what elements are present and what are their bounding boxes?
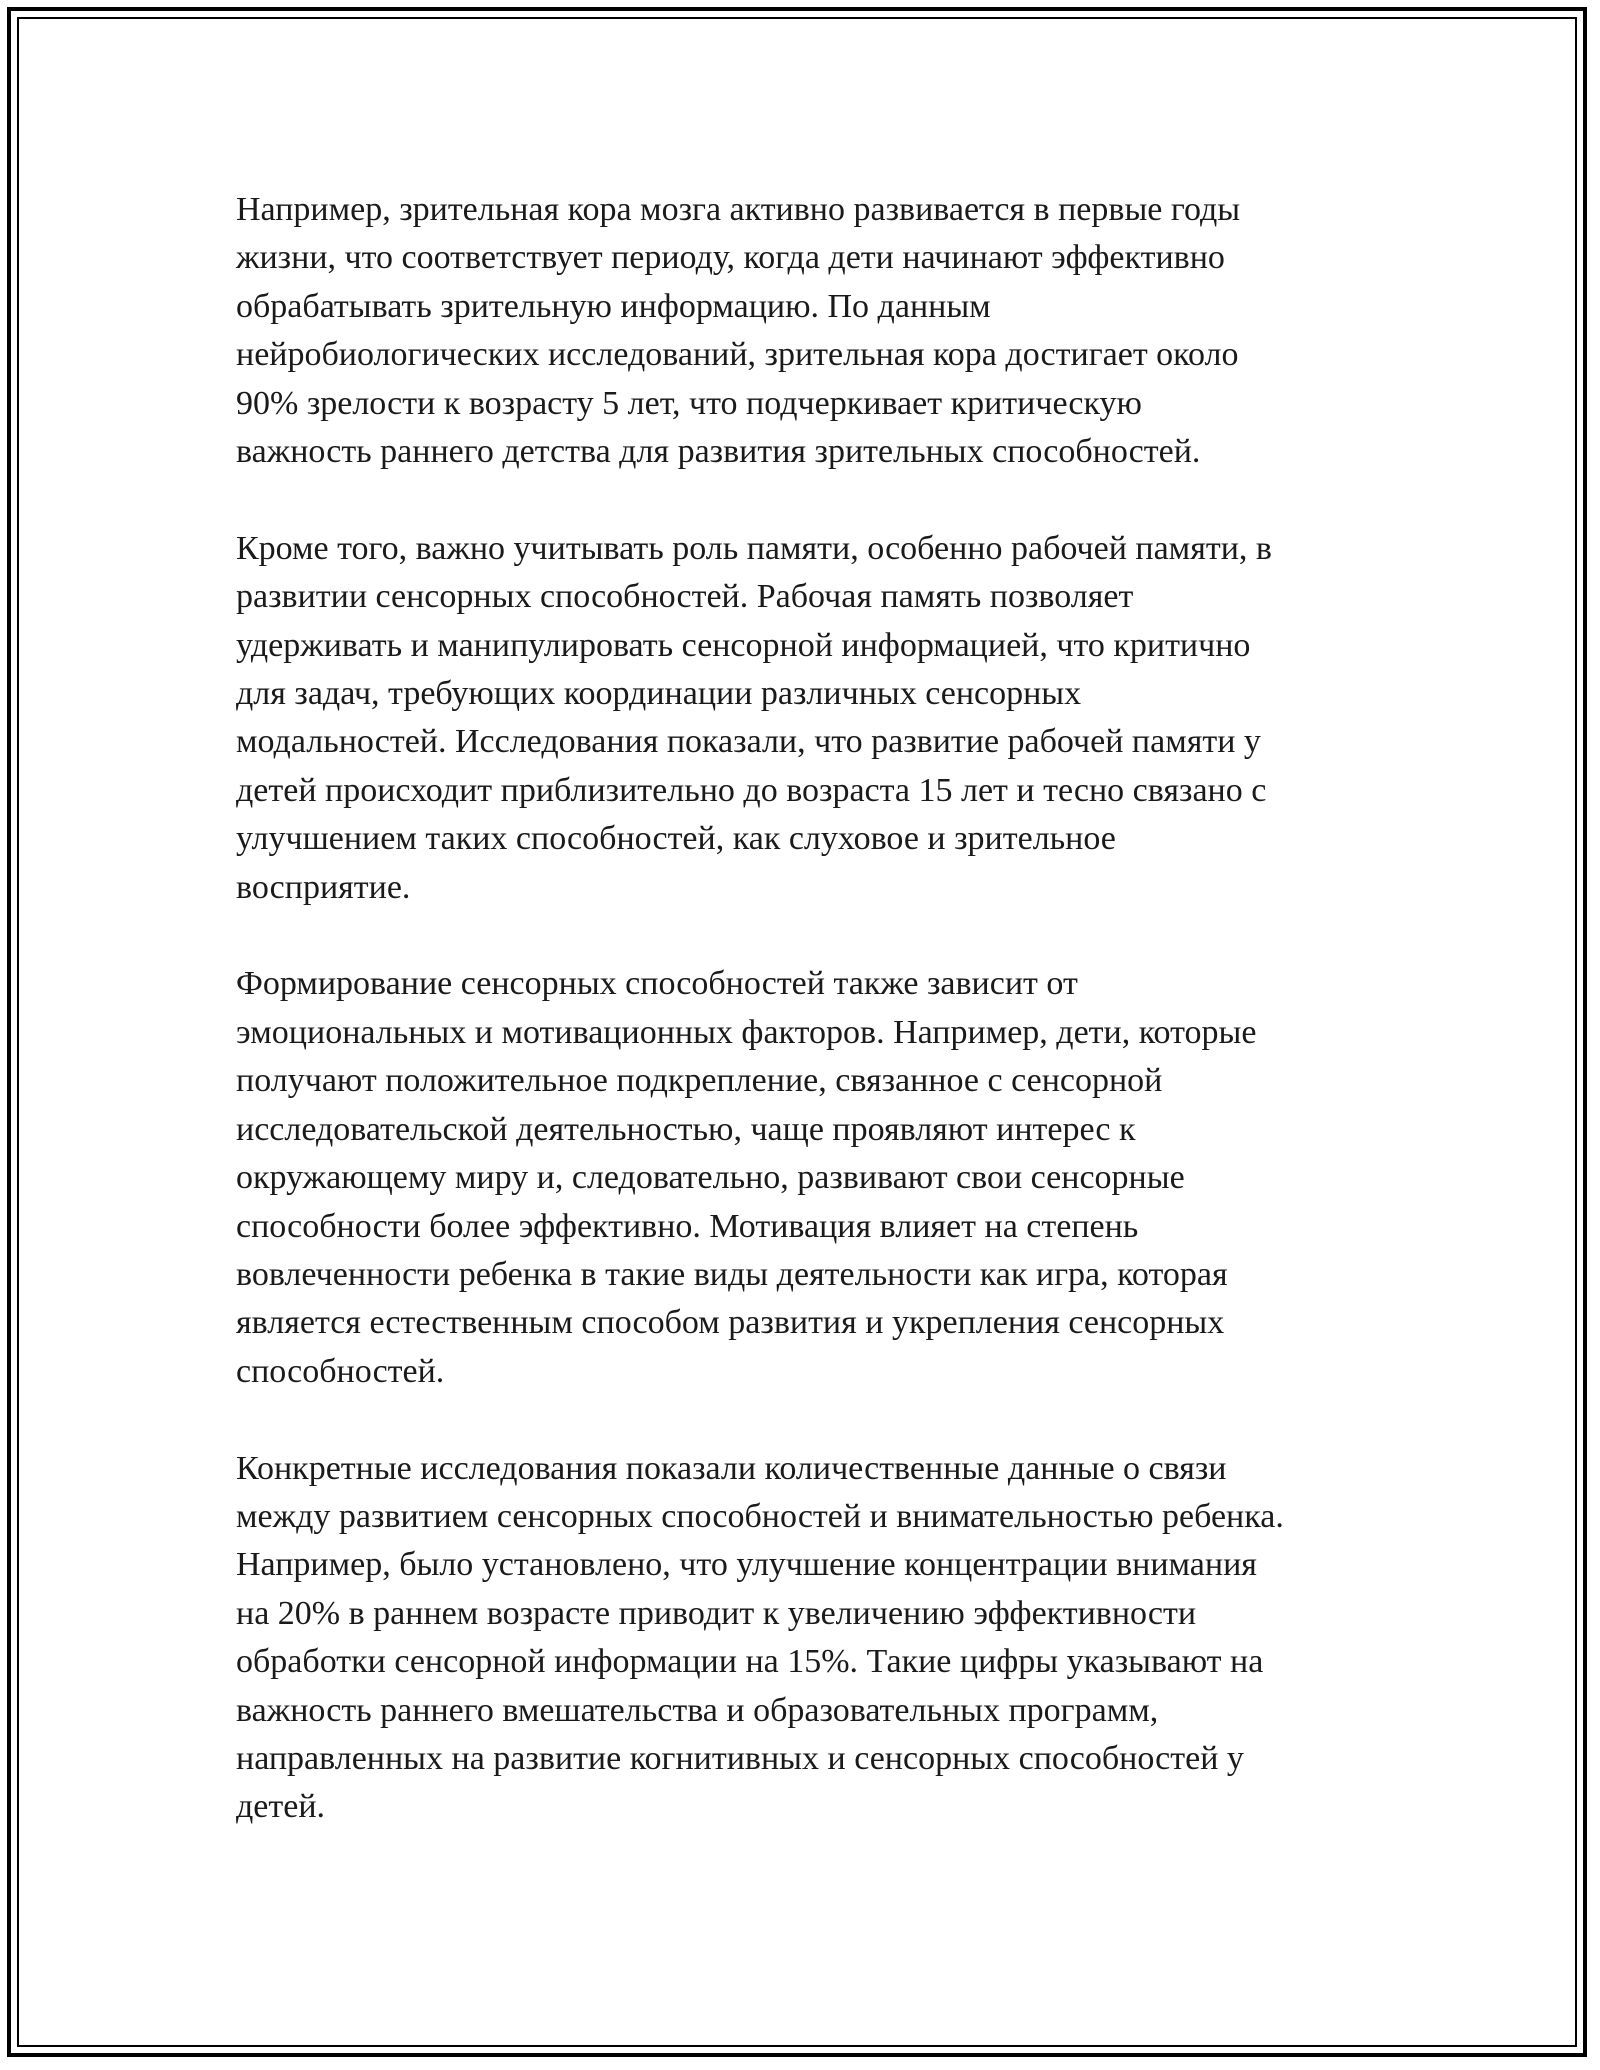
text-line: Например, зрительная кора мозга активно развивается в первые годы <box>236 191 1241 228</box>
text-line: развитии сенсорных способностей. Рабочая память позволяет <box>236 578 1134 616</box>
text-line: способности более эффективно. Мотивация влияет на степень <box>236 1207 1139 1245</box>
text-line: получают положительное подкрепление, связанное с сенсорной <box>236 1062 1163 1100</box>
text-line: обработки сенсорной информации на 15%. Такие цифры указывают на <box>236 1643 1264 1681</box>
text-line: способностей. <box>236 1352 445 1390</box>
text-line: вовлеченности ребенка в такие виды деятельности как игра, которая <box>236 1255 1228 1293</box>
text-line: модальностей. Исследования показали, что развитие рабочей памяти у <box>236 723 1261 761</box>
paragraph-1 <box>236 186 1376 476</box>
text-line: для задач, требующих координации различных сенсорных <box>236 675 1082 713</box>
text-line: Кроме того, важно учитывать роль памяти, особенно рабочей памяти, в <box>236 529 1272 567</box>
text-line: Например, было установлено, что улучшение концентрации внимания <box>236 1546 1257 1584</box>
text-line: детей происходит приблизительно до возраста 15 лет и тесно связано с <box>236 771 1267 809</box>
text-line: исследовательской деятельностью, чаще проявляют интерес к <box>236 1110 1136 1148</box>
text-line: важность раннего детства для развития зрительных способностей. <box>236 433 1201 471</box>
text-line: между развитием сенсорных способностей и внимательностью ребенка. <box>236 1497 1284 1535</box>
text-line: на 20% в раннем возрасте приводит к увеличению эффективности <box>236 1594 1197 1632</box>
text-line: направленных на развитие когнитивных и сенсорных способностей у <box>236 1739 1244 1777</box>
text-line: Формирование сенсорных способностей также зависит от <box>236 965 1078 1003</box>
paragraph-4 <box>236 1445 1376 1832</box>
text-line: является естественным способом развития и укрепления сенсорных <box>236 1304 1225 1342</box>
text-line: эмоциональных и мотивационных факторов. Например, дети, которые <box>236 1013 1257 1051</box>
text-line: важность раннего вмешательства и образовательных программ, <box>236 1691 1159 1729</box>
text-line: детей. <box>236 1788 326 1826</box>
text-line: удерживать и манипулировать сенсорной информацией, что критично <box>236 626 1251 664</box>
text-line: обрабатывать зрительную информацию. По данным <box>236 287 991 325</box>
text-line: 90% зрелости к возрасту 5 лет, что подчеркивает критическую <box>236 384 1142 422</box>
document-body <box>236 186 1376 1880</box>
paragraph-2 <box>236 525 1376 912</box>
text-line: улучшением таких способностей, как слуховое и зрительное <box>236 820 1116 858</box>
text-line: нейробиологических исследований, зрительная кора достигает около <box>236 336 1239 374</box>
text-line: окружающему миру и, следовательно, развивают свои сенсорные <box>236 1159 1185 1197</box>
text-line: Конкретные исследования показали количественные данные о связи <box>236 1449 1227 1487</box>
text-line: восприятие. <box>236 868 411 906</box>
text-line: жизни, что соответствует периоду, когда дети начинают эффективно <box>236 239 1225 277</box>
paragraph-3 <box>236 960 1376 1396</box>
